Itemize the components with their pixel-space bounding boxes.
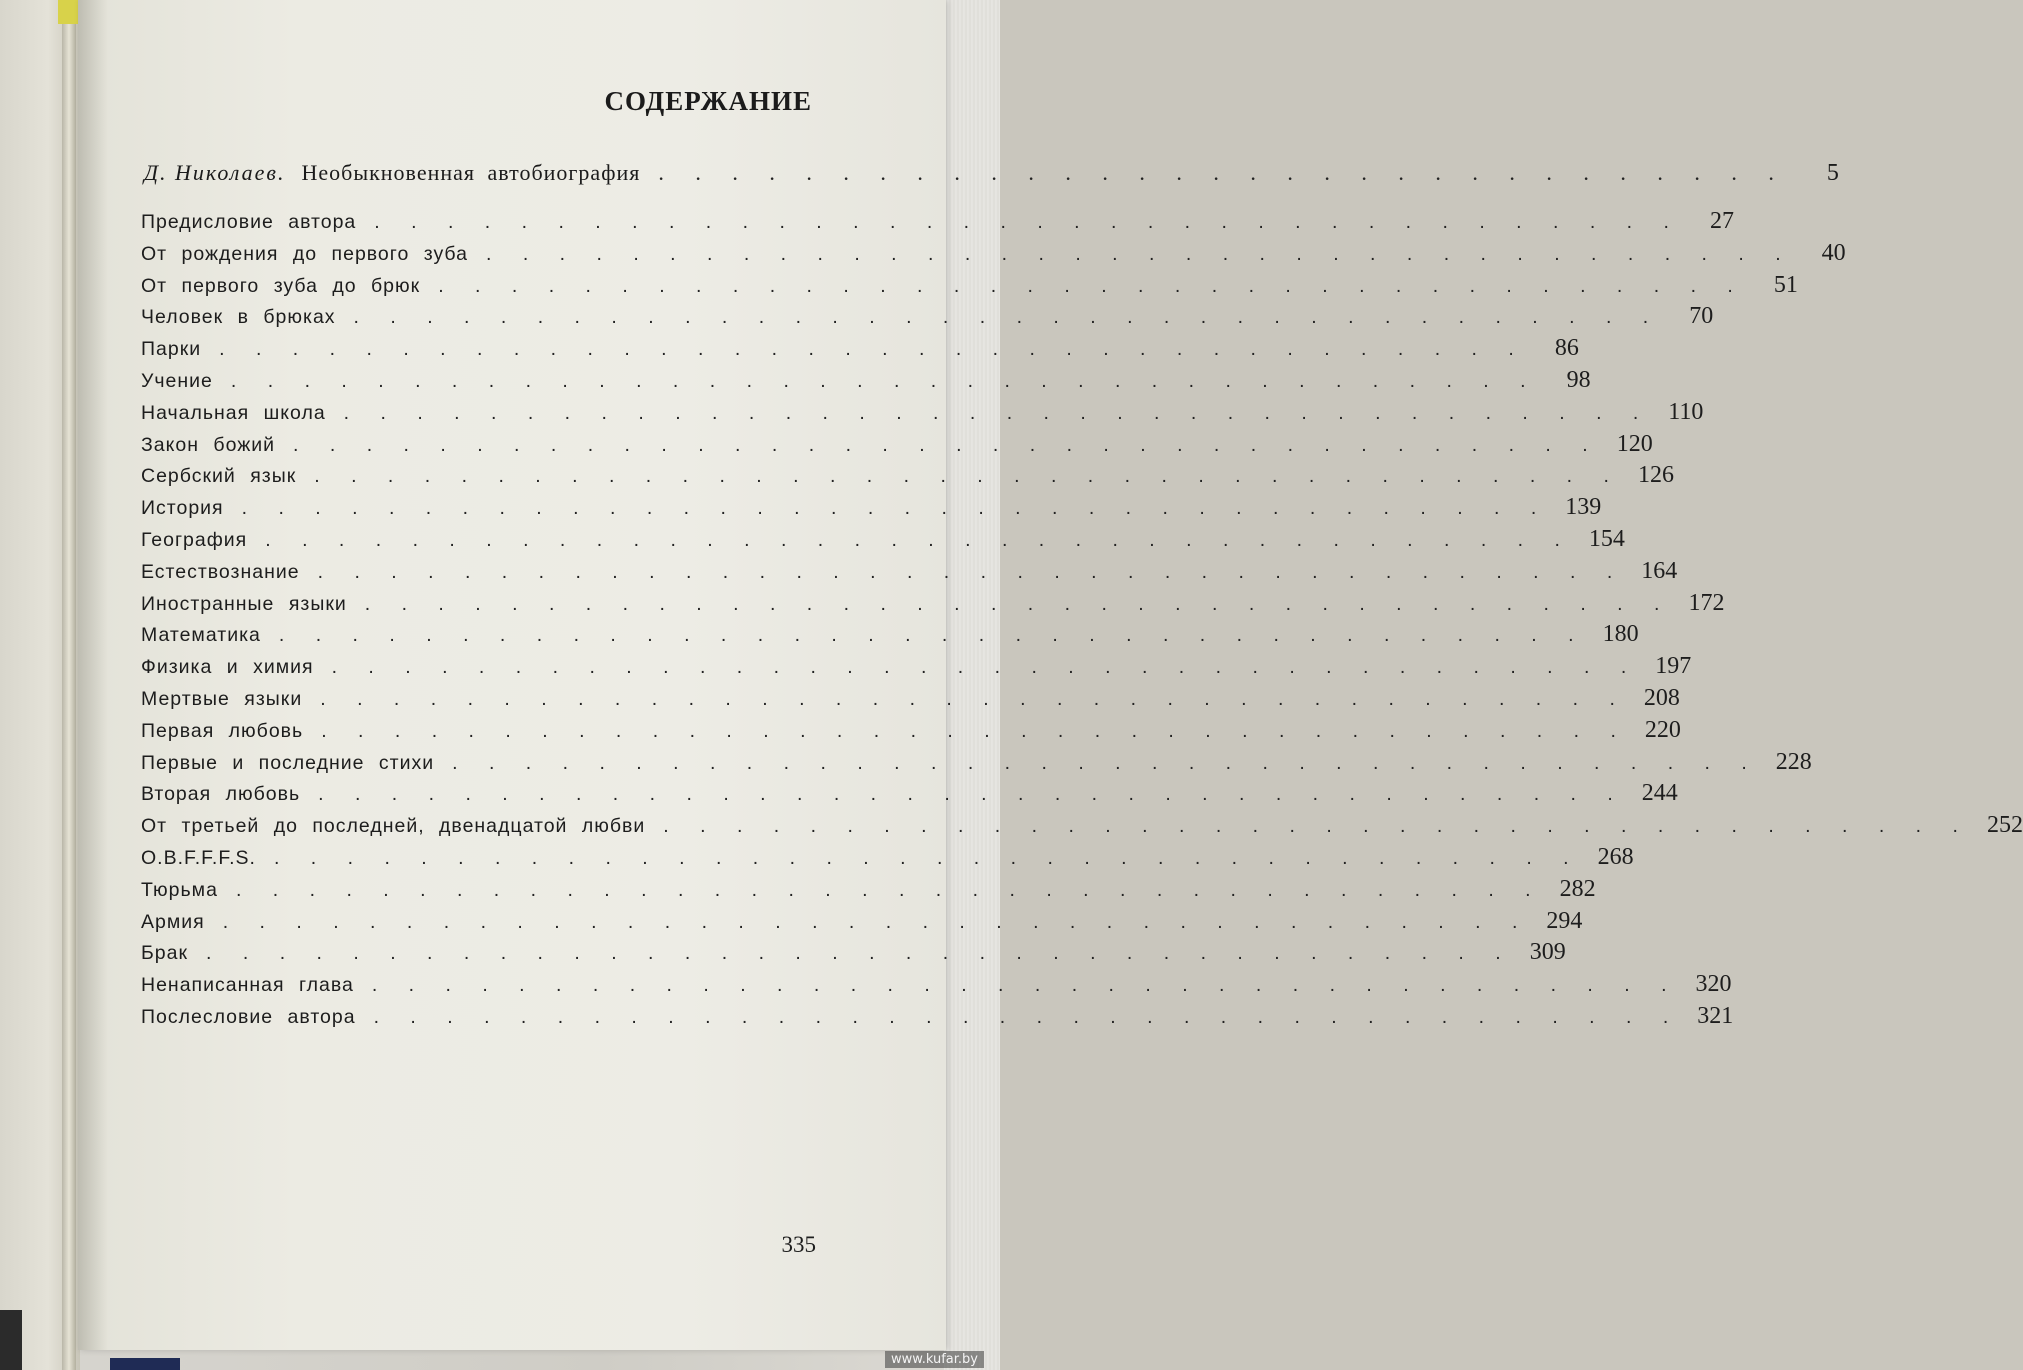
toc-entry-page: 228: [1775, 748, 1812, 775]
toc-entry-title: Предисловие автора: [141, 211, 357, 233]
toc-entry: [141, 843, 1634, 876]
toc-entry-title: Естествознание: [141, 560, 300, 583]
toc-entry: [141, 939, 1566, 971]
leader-dots: . . . . . . . . . . . . . . . . . . . . . . . . . . . . . . . . . . . .: [314, 465, 1622, 488]
toc-entry-title: Вторая любовь: [141, 783, 301, 806]
toc-entry-page: 197: [1655, 653, 1692, 680]
toc-entry-page: 320: [1695, 971, 1732, 998]
tablecloth-background: [944, 0, 1000, 1370]
leader-dots: . . . . . . . . . . . . . . . . . . . . . . . . . . . . . . . . . . . .: [318, 783, 1626, 806]
leader-dots: . . . . . . . . . . . . . . . . . . . . . . . . . . . . . . . . . . . .: [235, 878, 1544, 901]
toc-entry-title: Тюрьма: [141, 878, 218, 901]
watermark: www.kufar.by: [885, 1351, 984, 1368]
page-gutter-shadow: [78, 0, 108, 1350]
toc-entry-page: 252: [1986, 812, 2023, 839]
toc-entry-title: Иностранные языки: [141, 592, 347, 615]
toc-entry-page: 51: [1773, 271, 1798, 298]
leader-dots: . . . . . . . . . . . . . . . . . . . . . . . . . . . . . . . . . . . .: [273, 846, 1582, 869]
toc-entry-page: 70: [1689, 303, 1714, 330]
toc-entry-title: География: [141, 528, 248, 551]
toc-entry-page: 208: [1643, 684, 1680, 711]
toc-entry-page: 220: [1644, 716, 1681, 743]
toc-entry-page: 120: [1616, 430, 1653, 457]
leader-dots: . . . . . . . . . . . . . . . . . . . . . . . . . . . . . . . . . . . .: [485, 242, 1794, 265]
book-spine: [62, 0, 76, 1370]
toc-entry-page: 294: [1546, 907, 1583, 934]
toc-entry-page: 40: [1821, 239, 1846, 266]
toc-entry-title: Физика и химия: [141, 656, 314, 679]
leader-dots: . . . . . . . . . . . . . . . . . . . . . . . . . . . . . . . . . . . .: [438, 274, 1746, 297]
toc-entry: [141, 525, 1625, 558]
toc-entry: [141, 812, 2023, 844]
toc-entry-title: От третьей до последней, двенадцатой любви: [141, 815, 646, 838]
toc-entry-title: Парки: [141, 338, 202, 361]
toc-entry: [141, 271, 1798, 304]
toc-entry-title: Первая любовь: [141, 719, 304, 742]
toc-entry-page: 98: [1566, 366, 1591, 393]
leader-dots: . . . . . . . . . . . . . . . . . . . . . . . . . . . . . . . . . . . .: [293, 433, 1601, 456]
leader-dots: . . . . . . . . . . . . . . . . . . . . . . . . . . . . . . . . . . . .: [230, 369, 1539, 392]
toc-entry: [141, 303, 1714, 335]
toc-entry-title: O.B.F.F.F.S.: [141, 846, 256, 869]
toc-entry-page: 139: [1565, 494, 1602, 521]
toc-entry-title: Ненаписанная глава: [141, 974, 354, 997]
cover-edge-bottom: [110, 1358, 180, 1370]
toc-entry: [141, 907, 1583, 940]
toc-entry-page: 172: [1688, 589, 1725, 616]
toc-entry: [141, 875, 1596, 908]
toc-entry: [141, 239, 1846, 272]
toc-entry-page: 282: [1559, 875, 1596, 902]
book-page: [78, 0, 2023, 1350]
leader-dots: . . . . . . . . . . . . . . . . . . . . . . . . . . . . . . . . . . . .: [265, 528, 1573, 551]
cover-edge-bottom-left: [0, 1310, 22, 1370]
toc-entry-page: 27: [1709, 208, 1734, 234]
toc-entry-title: От рождения до первого зуба: [141, 242, 468, 265]
leader-dots: . . . . . . . . . . . . . . . . . . . . . . . . . . . . . . . . . . . .: [374, 211, 1682, 233]
toc-entry-title: Мертвые языки: [141, 687, 303, 710]
toc-entry: [141, 1002, 1734, 1035]
toc-entry-title: Математика: [141, 624, 261, 647]
intro-page-number: 5: [1826, 160, 1839, 186]
leader-dots: . . . . . . . . . . . . . . . . . . . . . . . . . . . . . . . . . . . .: [331, 656, 1640, 679]
toc-entry: [141, 716, 1681, 749]
leader-dots: . . . . . . . . . . . . . . . . . . . . . . . . . . . . . . . . . . . .: [663, 815, 1971, 838]
table-of-contents: [141, 208, 2023, 1035]
leader-dots: . . . . . . . . . . . . . . . . . . . . . . . . . . . . . . . . . . . .: [206, 942, 1514, 965]
toc-entry-page: 321: [1697, 1002, 1734, 1029]
toc-entry-title: История: [141, 497, 224, 520]
leader-dots: . . . . . . . . . . . . . . . . . . . . . . . . . . . . . . . . . . . .: [371, 974, 1680, 997]
toc-entry-title: Начальная школа: [141, 401, 326, 424]
page-title: СОДЕРЖАНИЕ: [604, 86, 812, 116]
page-number: 335: [781, 1232, 816, 1257]
toc-entry-title: Армия: [141, 910, 205, 933]
toc-entry-title: Учение: [141, 369, 213, 392]
intro-author: Д. Николаев.: [144, 160, 286, 185]
leader-dots: . . . . . . . . . . . . . . . . . . . . . . . . . . . . . . . . . . . .: [321, 719, 1629, 742]
toc-intro-entry: [144, 160, 1839, 187]
toc-entry: [141, 335, 1579, 367]
toc-entry-page: 180: [1602, 621, 1639, 648]
toc-entry-page: 126: [1637, 462, 1674, 489]
leader-dots: . . . . . . . . . . . . . . . . . . . . . . . . . . . . . . .: [658, 160, 1787, 185]
toc-entry-page: 309: [1529, 939, 1566, 966]
toc-entry: [141, 748, 1812, 781]
toc-entry: [141, 589, 1725, 622]
leader-dots: . . . . . . . . . . . . . . . . . . . . . . . . . . . . . . . . . . . .: [278, 624, 1587, 647]
toc-entry-title: Брак: [141, 942, 189, 965]
toc-entry-page: 244: [1641, 780, 1678, 807]
toc-entry: [141, 366, 1591, 399]
leader-dots: . . . . . . . . . . . . . . . . . . . . . . . . . . . . . . . . . . . .: [222, 910, 1531, 933]
toc-entry-page: 110: [1668, 398, 1704, 425]
leader-dots: . . . . . . . . . . . . . . . . . . . . . . . . . . . . . . . . . . . .: [353, 306, 1662, 329]
toc-entry: [141, 208, 1734, 240]
toc-entry-title: Закон божий: [141, 433, 276, 456]
toc-entry-page: 164: [1641, 557, 1678, 584]
intro-title: Необыкновенная автобиография: [301, 160, 641, 185]
toc-entry-title: Первые и последние стихи: [141, 751, 435, 774]
toc-entry: [141, 462, 1674, 494]
toc-entry: [141, 653, 1692, 685]
toc-entry-title: Послесловие автора: [141, 1005, 356, 1028]
toc-entry-title: Сербский язык: [141, 465, 297, 488]
leader-dots: . . . . . . . . . . . . . . . . . . . . . . . . . . . . . . . . . . . .: [452, 751, 1760, 774]
leader-dots: . . . . . . . . . . . . . . . . . . . . . . . . . . . . . . . . . . . .: [320, 687, 1628, 710]
leader-dots: . . . . . . . . . . . . . . . . . . . . . . . . . . . . . . . . . . . .: [241, 497, 1550, 520]
leader-dots: . . . . . . . . . . . . . . . . . . . . . . . . . . . . . . . . . . . .: [343, 401, 1652, 424]
leader-dots: . . . . . . . . . . . . . . . . . . . . . . . . . . . . . . . . . . . .: [219, 338, 1527, 361]
toc-entry-title: Человек в брюках: [141, 306, 336, 329]
toc-entry: [141, 971, 1732, 1003]
toc-entry: [141, 494, 1602, 526]
toc-entry: [141, 557, 1678, 590]
leader-dots: . . . . . . . . . . . . . . . . . . . . . . . . . . . . . . . . . . . .: [373, 1005, 1682, 1028]
toc-entry: [141, 430, 1653, 463]
toc-entry: [141, 398, 1704, 431]
leader-dots: . . . . . . . . . . . . . . . . . . . . . . . . . . . . . . . . . . . .: [364, 592, 1673, 615]
toc-entry: [141, 780, 1678, 812]
toc-entry-page: 268: [1597, 843, 1634, 870]
leader-dots: . . . . . . . . . . . . . . . . . . . . . . . . . . . . . . . . . . . .: [317, 560, 1626, 583]
toc-entry-title: От первого зуба до брюк: [141, 274, 421, 297]
toc-entry: [141, 621, 1639, 653]
toc-entry-page: 86: [1554, 335, 1579, 362]
toc-entry: [141, 684, 1680, 717]
toc-entry-page: 154: [1588, 525, 1625, 552]
